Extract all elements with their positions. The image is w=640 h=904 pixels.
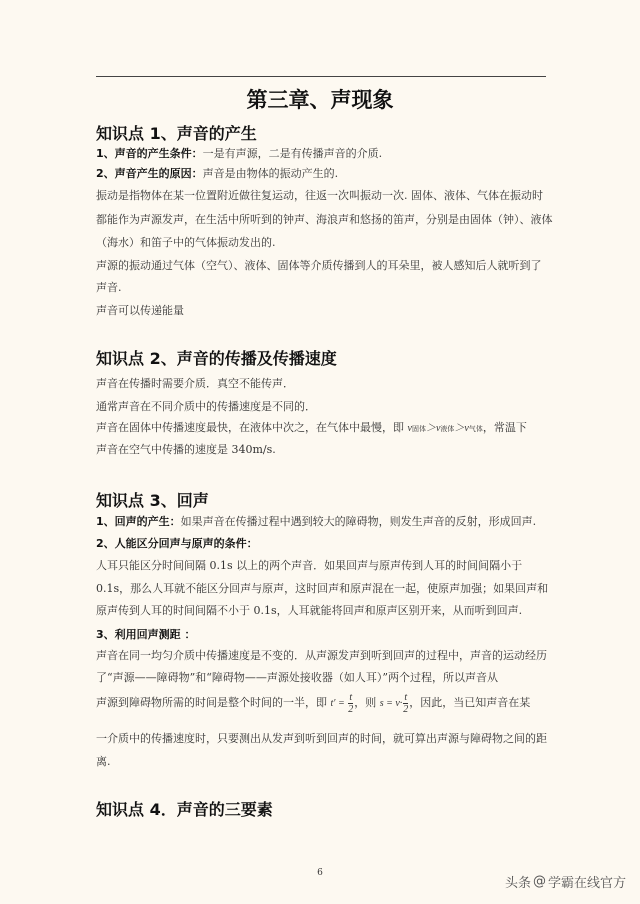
watermark-account: 学霸在线官方: [547, 876, 626, 891]
sec3-line-5: 原声传到人耳的时间间隔不小于 0.1s，人耳就能将回声和原声区别开来，从而听到回声.: [96, 604, 523, 617]
section-4-heading: 知识点 4．声音的三要素: [96, 800, 273, 819]
sec1-line-4: 都能作为声源发声，在生活中所听到的钟声、海浪声和悠扬的笛声，分别是由固体（钟）、液体: [96, 213, 553, 226]
fraction-t-over-2-b: $\frac{t}{2}$: [403, 691, 409, 715]
section-2-heading: 知识点 2、声音的传播及传播速度: [96, 349, 337, 368]
sec3-line-11: 离.: [96, 755, 111, 768]
sec3-line-1: [96, 515, 536, 529]
sec1-line-5: （海水）和笛子中的气体振动发出的.: [96, 236, 276, 249]
sec2-line-3: [96, 421, 527, 436]
watermark-platform: 头条: [504, 876, 531, 891]
sec3-l1-text: 如果声音在传播过程中遇到较大的障碍物，则发生声音的反射，形成回声.: [180, 515, 537, 528]
sec3-l9-post: ，因此，当已知声音在某: [409, 696, 531, 709]
sec3-line-8: 了“声源——障碍物”和“障碍物——声源处接收器（如人耳）”两个过程，所以声音从: [96, 671, 498, 684]
sec1-l1-label: 1、声音的产生条件：: [96, 147, 203, 160]
sec3-line-3: 人耳只能区分时间间隔 0.1s 以上的两个声音．如果回声与原声传到人耳的时间间隔小于: [96, 559, 523, 572]
speed-inequality: v固体＞v液体＞v气体: [407, 423, 483, 434]
sec1-line-1: [96, 147, 382, 161]
sec1-line-6: 声源的振动通过气体（空气）、液体、固体等介质传播到人的耳朵里，被人感知后人就听到了: [96, 259, 542, 272]
sec3-l2-label: 2、人能区分回声与原声的条件：: [96, 537, 258, 550]
section-1-heading: 知识点 1、声音的产生: [96, 124, 257, 143]
page-number: 6: [317, 868, 323, 878]
sec1-l2-text: 声音是由物体的振动产生的.: [202, 167, 339, 180]
sec2-l3-pre: 声音在固体中传播速度最快，在液体中次之，在气体中最慢，即: [96, 421, 404, 434]
sec2-line-4: 声音在空气中传播的速度是 340m/s.: [96, 443, 276, 456]
sec3-line-9: [96, 688, 530, 724]
sec1-l1-text: 一是有声源，二是有传播声音的介质.: [202, 147, 383, 160]
header-rule: [96, 76, 546, 77]
sec3-l6-label: 3、利用回声测距 ：: [96, 628, 196, 641]
sec1-line-8: 声音可以传递能量: [96, 304, 184, 317]
sec3-l9-mid: ，则: [354, 696, 377, 709]
chapter-title: 第三章、声现象: [246, 88, 394, 112]
sec3-line-2: [96, 537, 258, 551]
sec1-l2-label: 2、声音产生的原因：: [96, 167, 203, 180]
section-3-heading: 知识点 3、回声: [96, 491, 209, 510]
sec2-line-2: 通常声音在不同介质中的传播速度是不同的．: [96, 400, 316, 413]
sec3-line-6: [96, 628, 195, 642]
fraction-t-over-2: $\frac{t}{2}$: [348, 691, 354, 715]
sec2-line-1: 声音在传播时需要介质．真空不能传声．: [96, 377, 294, 390]
sec3-l1-label: 1、回声的产生：: [96, 515, 181, 528]
sec3-line-4: 0.1s，那么人耳就不能区分回声与原声，这时回声和原声混在一起，使原声加强；如果回声和: [96, 582, 549, 595]
sec1-line-3: 振动是指物体在某一位置附近做往复运动，往返一次叫振动一次. 固体、液体、气体在振动时: [96, 189, 543, 202]
sec3-line-7: 声音在同一均匀介质中传播速度是不变的．从声源发声到听到回声的过程中，声音的运动经历: [96, 649, 547, 662]
at-icon: @: [532, 874, 546, 889]
formula-s-lhs: s = v·: [379, 698, 403, 709]
sec3-l9-pre: 声源到障碍物所需的时间是整个时间的一半，即: [96, 696, 327, 709]
sec1-line-7: 声音.: [96, 281, 122, 294]
sec1-line-2: [96, 167, 338, 181]
formula-t-prime-lhs: t′ =: [330, 698, 348, 709]
sec2-l3-post: ，常温下: [482, 421, 527, 434]
sec3-line-10: 一介质中的传播速度时，只要测出从发声到听到回声的时间，就可算出声源与障碍物之间的距: [96, 732, 547, 745]
watermark: [505, 872, 626, 891]
